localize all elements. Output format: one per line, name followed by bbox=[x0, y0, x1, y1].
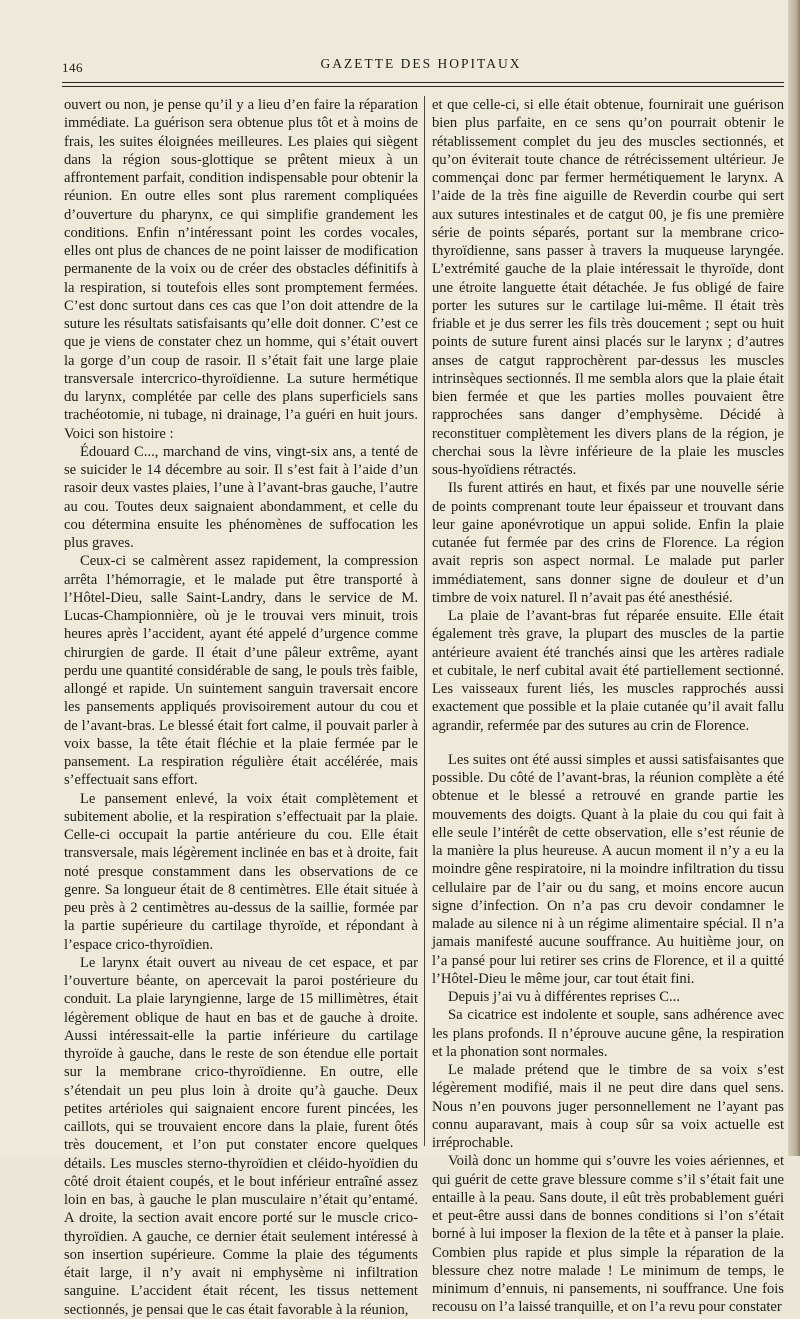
left-column bbox=[64, 96, 418, 1318]
paragraph: Ils furent attirés en haut, et fixés par une nouvelle série de points comprenant toute leur épaisseur et trouvant dans leur gaine aponévrotique un appui solide. Enfin la plaie cutanée fut fermée par des crins de Florence. La région avait repris son aspect normal. Le malade put parler immédiatement, sans donner signe de douleur et d’un timbre de voix naturel. Il n’avait pas été anesthésié. bbox=[432, 480, 784, 606]
page-header bbox=[62, 56, 780, 78]
paragraph: Sa cicatrice est indolente et souple, sans adhérence avec les plans profonds. Il n’éprouve aucune gêne, la respiration et la phonation sont normales. bbox=[432, 1007, 784, 1060]
paragraph: Les suites ont été aussi simples et aussi satisfaisantes que possible. Du côté de l’avant-bras, la réunion complète a été obtenue et le blessé a retrouvé en grande partie les mouvements des doigts. Quant à la plaie du cou qui fait à elle seule l’intérêt de cette observation, elle s’est réunie de la manière la plus heureuse. A aucun moment il n’y a eu la moindre gêne respiratoire, ni la moindre infiltration du tissu cellulaire par de l’air ou du sang, et moins encore aucun signe d’infection. On n’a pas cru devoir condamner le malade au silence ni à un régime alimentaire spécial. Il n’a jamais manifesté aucune souffrance. Au huitième jour, on l’a pansé pour lui retirer ses crins de Florence, et il a quitté l’Hôtel-Dieu le même jour, car tout était fini. bbox=[432, 751, 784, 987]
paragraph: Le malade prétend que le timbre de sa voix s’est légèrement modifié, mais il ne peut dire dans quel sens. Nous n’en pouvons juger personnellement ne l’ayant pas connu auparavant, mais à coup sûr sa voix actuelle est irréprochable. bbox=[432, 1062, 784, 1151]
journal-title: GAZETTE DES HOPITAUX bbox=[320, 56, 522, 71]
right-column bbox=[432, 96, 784, 1316]
paragraph: Ceux-ci se calmèrent assez rapidement, la compression arrêta l’hémorragie, et le malade put être transporté à l’Hôtel-Dieu, salle Saint-Landry, dans le service de M. Lucas-Championnière, où je le trouvai vers minuit, trois heures après l’accident, ayant été appelé d’urgence comme chirurgien de garde. Il était d’une pâleur extrême, ayant perdu une quantité considérable de sang, le pouls très faible, allongé et rapide. Un suintement sanguin traversait encore les pansements appliqués provisoirement autour du cou et de l’avant-bras. Le blessé était fort calme, il pouvait parler à voix basse, la tête était fléchie et la plaie fermée par le pansement. La respiration régulière était accélérée, mais s’effectuait sans effort. bbox=[64, 553, 418, 789]
header-rule-thin bbox=[62, 86, 784, 87]
paragraph: Voilà donc un homme qui s’ouvre les voies aériennes, et qui guérit de cette grave blessure comme s’il s’était fait une entaille à la peau. Sans doute, il eût très probablement guéri et peut-être aussi dans de bonnes conditions si l’on s’était borné à lui imposer la flexion de la tête et à panser la plaie. Combien plus rapide et plus simple la réparation de la blessure chez notre malade ! Le minimum de temps, le minimum d’ennuis, ni pansements, ni souffrance. Une fois recousu on l’a laissé tranquille, et on l’a revu pour constater bbox=[432, 1153, 784, 1316]
page-edge-shadow bbox=[788, 0, 800, 1156]
paragraph: Le pansement enlevé, la voix était complètement et subitement abolie, et la respiration s’effectuait par la plaie. Celle-ci occupait la partie antérieure du cou. Elle était transversale, mais légèrement inclinée en bas et à droite, fait noté presque constamment dans les observations de ce genre. Sa longueur était de 8 centimètres. Elle était située à peu près à 2 centimètres au-dessus de la saillie, formée par la partie supérieure du cartilage thyroïde, et répondant à l’espace crico-thyroïdien. bbox=[64, 790, 418, 953]
paragraph: et que celle-ci, si elle était obtenue, fournirait une guérison bien plus parfaite, en ce sens qu’on pourrait obtenir le rétablissement complet du jeu des muscles sectionnés, et qu’on éviterait toute chance de rétrécissement ultérieur. Je commençai donc par fermer hermétiquement le larynx. A l’aide de la très fine aiguille de Reverdin courbe qui sert aux sutures intestinales et de catgut 00, je fis une première série de points séparés, portant sur la membrane crico-thyroïdienne, sans passer à travers la muqueuse laryngée. L’extrémité gauche de la plaie intéressait le thyroïde, dont une étroite languette était détachée. Je fus obligé de faire porter les sutures sur le cartilage lui-même. Il était très friable et je dus serrer les fils très doucement ; sept ou huit points de suture furent ainsi placés sur le larynx ; d’autres anses de catgut rapprochèrent par-dessus les muscles intrinsèques sectionnés. Il me sembla alors que la plaie était bien fermée et que les parties molles pouvaient être rapprochées sans danger d’emphysème. Décidé à reconstituer complètement les divers plans de la région, je cherchai sous la lèvre inférieure de la plaie les muscles sous-hyoïdiens rétractés. bbox=[432, 97, 784, 478]
page-number: 146 bbox=[62, 60, 83, 75]
header-rule-thick bbox=[62, 82, 784, 83]
paragraph: Édouard C..., marchand de vins, vingt-six ans, a tenté de se suicider le 14 décembre au soir. Il s’est fait à l’aide d’un rasoir deux vastes plaies, l’une à l’avant-bras gauche, l’autre au cou. Toutes deux saignaient abondamment, et celle du cou détermina ensuite les phénomènes de suffocation les plus graves. bbox=[64, 443, 418, 551]
paragraph: ouvert ou non, je pense qu’il y a lieu d’en faire la réparation immédiate. La guérison sera obtenue plus tôt et à moins de frais, les suites éloignées meilleures. Les plaies qui siègent dans la région sous-glottique se prêtent mieux à un affrontement parfait, condition indispensable pour obtenir la réunion. En outre elles sont plus rarement compliquées d’ouverture du pharynx, ce qui simplifie grandement les conditions. Enfin n’intéressant point les cordes vocales, elles ont plus de chances de ne point laisser de modification permanente de la voix ou de créer des obstacles définitifs à la respiration, si toutefois elles sont promptement fermées. C’est donc surtout dans ces cas que l’on doit attendre de la suture les résultats satisfaisants qu’elle doit donner. C’est ce que je viens de constater chez un homme, qui s’était ouvert la gorge d’un coup de rasoir. Il s’était fait une large plaie transversale intercrico-thyroïdienne. La suture hermétique du larynx, complétée par celle des plans superficiels sans trachéotomie, ni tubage, ni drainage, l’a guéri en huit jours. Voici son histoire : bbox=[64, 97, 418, 442]
paragraph: Depuis j’ai vu à différentes reprises C... bbox=[448, 989, 680, 1005]
paragraph: La plaie de l’avant-bras fut réparée ensuite. Elle était également très grave, la plupart des muscles de la partie antérieure avaient été tranchés ainsi que les artères radiale et cubitale, le nerf cubital avait été partiellement sectionné. Les vaisseaux furent liés, les muscles rapprochés aussi exactement que possible et la plaie cutanée qu’il avait fallu agrandir, refermée par des sutures au crin de Florence. bbox=[432, 608, 784, 734]
column-divider bbox=[424, 96, 425, 1146]
paragraph: Le larynx était ouvert au niveau de cet espace, et par l’ouverture béante, on apercevait la paroi postérieure du conduit. La plaie laryngienne, large de 15 millimètres, était légèrement oblique de haut en bas et de gauche à droite. Aussi intéressait-elle la partie inférieure du cartilage thyroïde à gauche, dans le reste de son étendue elle portait sur la membrane crico-thyroïdienne. En outre, elle s’étendait un peu plus loin à droite qu’à gauche. Deux petites artérioles qui saignaient encore furent pincées, les caillots, qui se trouvaient encore dans la plaie, furent ôtés très doucement, et l’on put constater encore quelques détails. Les muscles sterno-thyroïdien et cléido-hyoïdien du côté droit étaient coupés, et le bout inférieur entraîné assez loin en bas, à gauche le plan musculaire n’était qu’entamé. A droite, la section avait encore porté sur le muscle crico-thyroïdien. A gauche, ce dernier était seulement intéressé à son insertion supérieure. Comme la plaie des téguments était large, il n’y avait ni emphysème ni infiltration sanguine. L’accident était récent, les tissus nettement sectionnés, je pensai que le cas était favorable à la réunion, bbox=[64, 954, 418, 1318]
